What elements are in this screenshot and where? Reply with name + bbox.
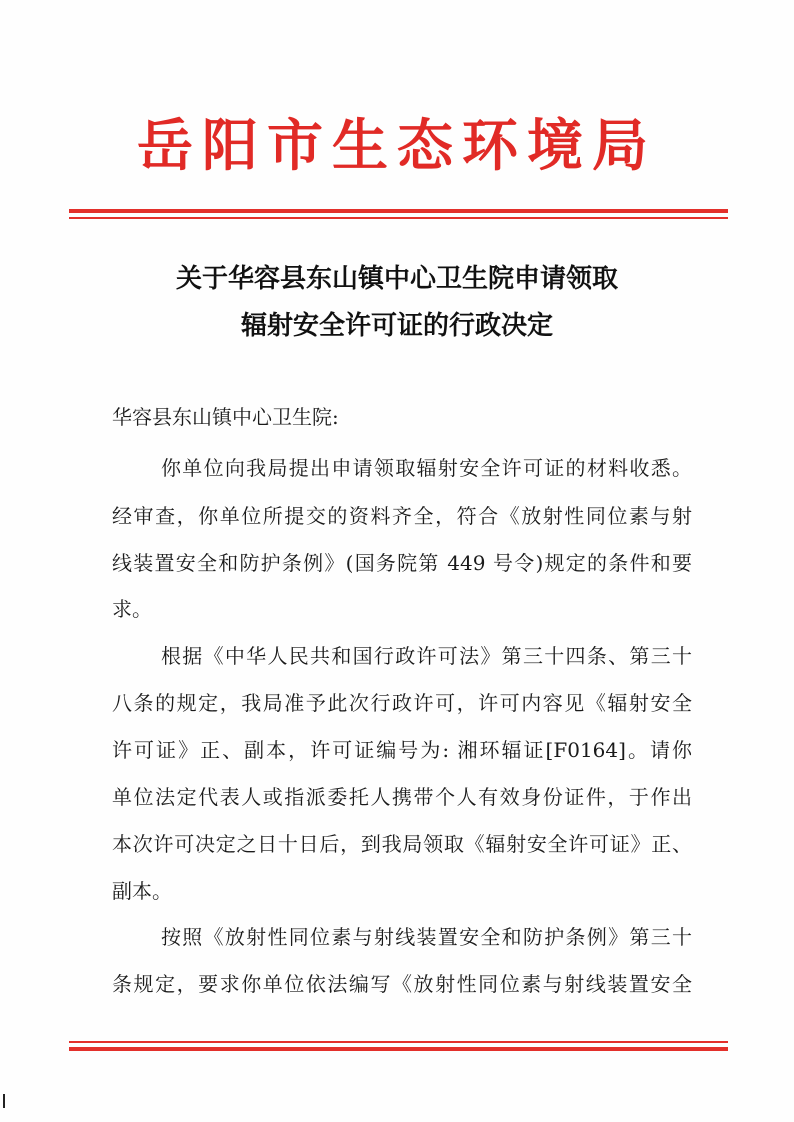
- paragraph-2-line-1: 根据《中华人民共和国行政许可法》第三十四条、第三十: [161, 644, 692, 668]
- paragraph-2-line-5: 本次许可决定之日十日后，到我局领取《辐射安全许可证》正、: [112, 832, 692, 856]
- footer-rule-thin: [69, 1041, 728, 1043]
- paragraph-3-line-1: 按照《放射性同位素与射线装置安全和防护条例》第三十: [161, 925, 692, 949]
- paragraph-1-line-1: 你单位向我局提出申请领取辐射安全许可证的材料收悉。: [161, 456, 692, 480]
- paragraph-1-line-2: 经审查，你单位所提交的资料齐全，符合《放射性同位素与射: [112, 504, 692, 528]
- document-title-line-1: 关于华容县东山镇中心卫生院申请领取: [175, 264, 618, 294]
- paragraph-2-line-6: 副本。: [112, 879, 172, 903]
- salutation: 华容县东山镇中心卫生院:: [112, 405, 339, 429]
- paragraph-1-line-4: 求。: [112, 597, 152, 621]
- paragraph-2-line-2: 八条的规定，我局准予此次行政许可，许可内容见《辐射安全: [112, 691, 692, 715]
- paragraph-2-line-4: 单位法定代表人或指派委托人携带个人有效身份证件，于作出: [112, 785, 692, 809]
- paragraph-1-line-3: 线装置安全和防护条例》(国务院第 449 号令)规定的条件和要: [112, 551, 692, 575]
- letterhead-title: 岳阳市生态环境局: [137, 113, 657, 179]
- paragraph-2-line-3: 许可证》正、副本，许可证编号为: 湘环辐证[F0164]。请你: [112, 738, 692, 762]
- document-title-line-2: 辐射安全许可证的行政决定: [240, 311, 553, 341]
- paragraph-3-line-2: 条规定，要求你单位依法编写《放射性同位素与射线装置安全: [112, 972, 692, 996]
- footer-rule-thick: [69, 1047, 728, 1051]
- header-rule-thick: [69, 209, 728, 213]
- scan-edge-mark: [3, 1094, 5, 1108]
- header-rule-thin: [69, 217, 728, 219]
